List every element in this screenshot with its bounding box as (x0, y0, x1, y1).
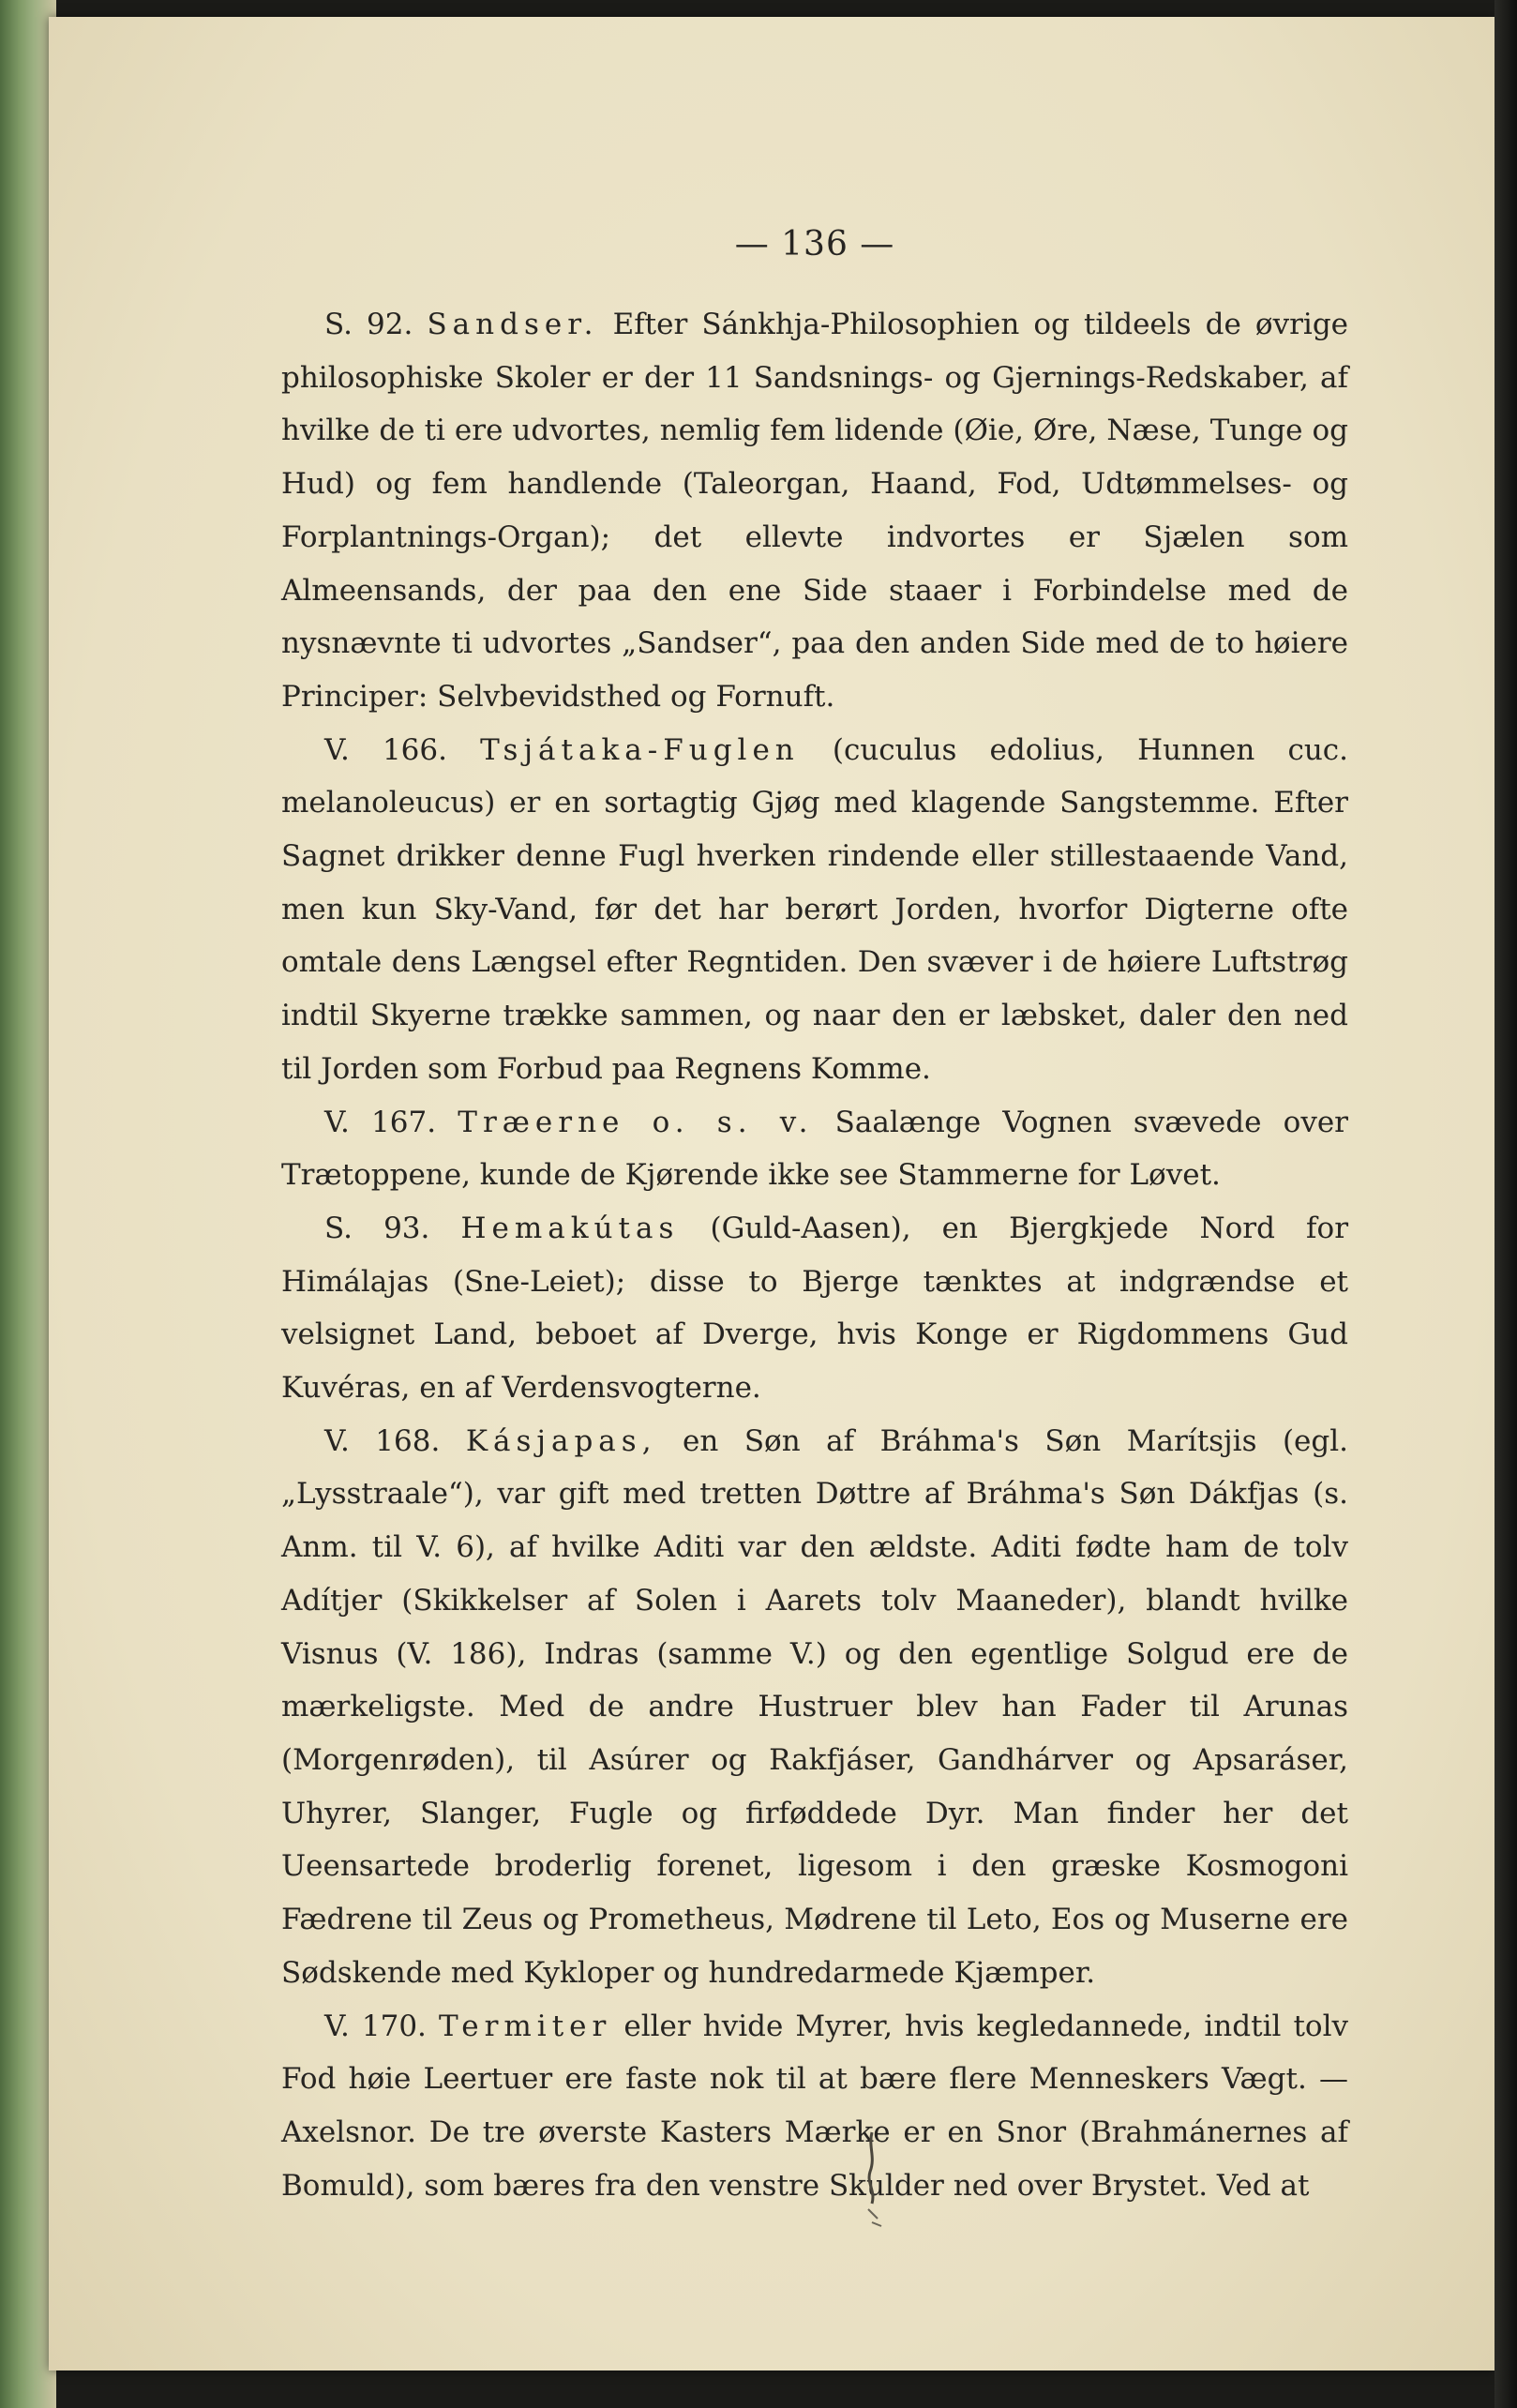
note-headword: Sandser. (427, 308, 599, 341)
note-paragraph (281, 724, 1348, 1096)
note-text: en Søn af Bráhma's Søn Marítsjis (egl. „Lysstraale“), var gift med tretten Døttre af Bráhma's Søn Dákfjas (s. Anm. til V. 6), af hvilke Aditi var den ældste. Aditi fødte ham de tolv Adítjer (Skikkelser af Solen i Aarets tolv Maaneder), blandt hvilke Visnus (V. 186), Indras (samme V.) og den egentlige Solgud ere de mærkeligste. Med de andre Hustruer blev han Fader til Arunas (Morgenrøden), til Asúrer og Rakfjáser, Gandhárver og Apsaráser, Uhyrer, Slanger, Fugle og firføddede Dyr. Man finder her det Ueensartede broderlig forenet, ligesom i den græske Kosmogoni Fædrene til Zeus og Prometheus, Mødrene til Leto, Eos og Muserne ere Sødskende med Kykloper og hundredarmede Kjæmper. (281, 1423, 1349, 1990)
note-text: (cuculus edolius, Hunnen cuc. melanoleucus) er en sortagtig Gjøg med klagende Sangstemme. Efter Sagnet drikker denne Fugl hverken rindende eller stillestaaende Vand, men kun Sky-Vand, før det har berørt Jorden, hvorfor Digterne ofte omtale dens Længsel efter Regntiden. Den svæver i de høiere Luftstrøg indtil Skyerne trække sammen, og naar den er læbsket, daler den ned til Jorden som Forbud paa Regnens Komme. (281, 732, 1348, 1086)
pencil-scribble-mark (844, 2129, 900, 2232)
note-paragraph (281, 298, 1348, 724)
note-paragraph (281, 2000, 1348, 2213)
note-text: Saalænge Vognen svævede over Trætoppene, kunde de Kjørende ikke see Stammerne for Løvet. (281, 1105, 1348, 1193)
note-reference: S. 92. (324, 308, 413, 341)
note-reference: V. 168. (324, 1423, 441, 1458)
note-headword: Kásjapas, (465, 1423, 657, 1458)
note-reference: S. 93. (324, 1211, 430, 1245)
note-paragraph (281, 1415, 1348, 2000)
note-paragraph (281, 1202, 1348, 1415)
note-reference: V. 170. (324, 2009, 427, 2043)
note-reference: V. 167. (324, 1105, 437, 1139)
note-headword: Hemakútas (460, 1211, 680, 1245)
note-reference: V. 166. (324, 732, 447, 767)
body-text (281, 298, 1348, 2212)
note-paragraph (281, 1096, 1348, 1202)
note-text: (Guld-Aasen), en Bjergkjede Nord for Himálajas (Sne-Leiet); disse to Bjerge tænktes at indgrændse et velsignet Land, beboet af Dverge, hvis Konge er Rigdommens Gud Kuvéras, en af Verdensvogterne. (281, 1211, 1349, 1406)
note-headword: Træerne o. s. v. (458, 1105, 814, 1139)
note-text: Efter Sánkhja-Philosophien og tildeels de øvrige philosophiske Skoler er der 11 Sandsnings- og Gjernings-Redskaber, af hvilke de ti ere udvortes, nemlig fem lidende (Øie, Øre, Næse, Tunge og Hud) og fem handlende (Taleorgan, Haand, Fod, Udtømmelses- og Forplantnings-Organ); det ellevte indvortes er Sjælen som Almeensands, der paa den ene Side staaer i Forbindelse med de nysnævnte ti udvortes „Sandser“, paa den anden Side med de to høiere Principer: Selvbevidsthed og Fornuft. (281, 308, 1349, 714)
book-spine (0, 0, 56, 2408)
note-headword: Tsjátaka-Fuglen (480, 732, 800, 767)
note-text: eller hvide Myrer, hvis kegledannede, indtil tolv Fod høie Leertuer ere faste nok til at bære flere Menneskers Vægt. — Axelsnor. De tre øverste Kasters Mærke er en Snor (Brahmánernes af Bomuld), som bæres fra den venstre Skulder ned over Brystet. Ved at (281, 2009, 1348, 2203)
page-edge-shadow (1494, 0, 1517, 2408)
page-number: — 136 — (734, 225, 895, 263)
note-headword: Termiter (438, 2009, 612, 2043)
